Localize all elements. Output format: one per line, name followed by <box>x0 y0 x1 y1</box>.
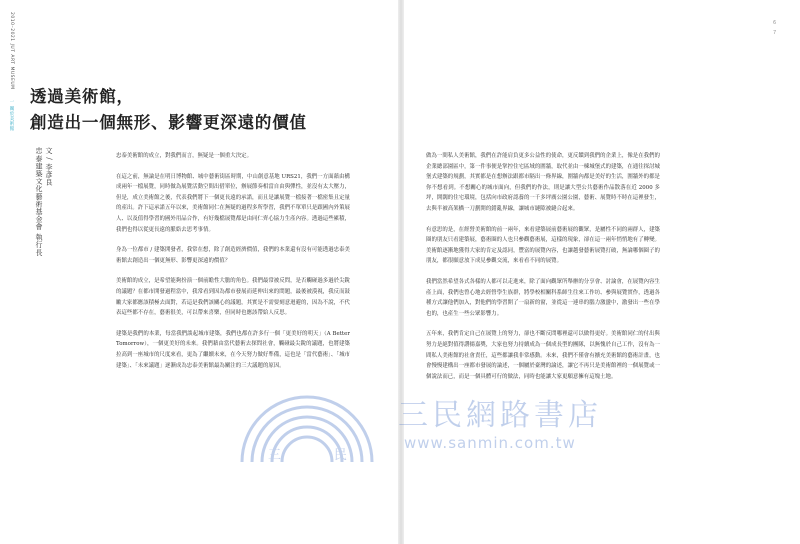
body-paragraph: 忠泰美術館的成立，對我們而言，無疑是一個重大決定。 <box>116 153 253 159</box>
body-paragraph: 身為一位都市 / 建築開發者，我常在想，除了創造經濟價值，我們的本業還有沒有可能透過忠泰美術館去創造出一個更無形、影響更深遠的價值？ <box>116 247 350 264</box>
running-head <box>8 12 14 131</box>
watermark-logo-char-1: 三 <box>268 448 282 463</box>
article-headline <box>30 84 330 136</box>
folio-number-top: 6 <box>773 20 777 26</box>
running-head-title: 2010–2021 JUT ART MUSEUM <box>9 12 14 90</box>
body-paragraph: 建築是我們的本業，每當我們談起城市建築，我們也都在許多行一個「更美好的明天」（A Better Tomorrow），一個更美好的未來。我們藉由當代藝術去探問社會，觸碰最尖銳的議題，也將建築拉高到一座城市的尺度來看，更為了繼續未來，在今天努力做好準備，這也是「當代藝術」、「城市建築」、「未來議題」逐漸成為忠泰美術館最為關注的三大議題的原因。 <box>116 330 350 369</box>
folio-number-bottom: 7 <box>773 30 777 36</box>
byline-author: 文 / 李彥良 <box>45 147 53 187</box>
headline-line-2: 創造出一個無形、影響更深遠的價值 <box>30 113 307 132</box>
running-head-section: 一 關於美術館 <box>9 99 14 132</box>
body-paragraph: 有意思的是，在經營美術館的前一兩年，來看建築展前藝術展的觀眾，是屬性不同的兩群人，建築圈的朋友只看建築展，藝術圈的人也只參觀藝術展，這樣的現象，卻在這一兩年悄悄地有了轉變。美術館逐漸地獲得大家的肯定及認同，豐富的展覽內容，也讓越發藝術展覽打破，無論哪個圈子的朋友，都很願意放下成見參觀交流，來看看不同的展覽。 <box>426 226 660 265</box>
left-text-column <box>116 151 350 381</box>
watermark-logo-char-2: 民 <box>334 448 348 463</box>
sanmin-watermark <box>232 384 602 464</box>
watermark-chinese-name: 三民網路書店 <box>398 398 602 433</box>
page-gutter <box>398 0 404 544</box>
byline-role: 忠泰建築文化藝術基金會 執行長 <box>35 147 43 257</box>
right-text-column <box>426 151 660 392</box>
body-paragraph: 在這之前，無論是在明日博物館、城中藝術街區時期，中山創意基地 URS21，我們一方面藉由構成兩年一檔展覽，同時做為展覽活動空間出借單位，辦展節奏相當自由與彈性，並沒有太大壓力，但是，成立美術館之後，代表我們將下一個更長遠的承諾，而且是讓展覽一檔接著一檔密集且定量的產出。許下這承諾五年以來，美術館同仁在無疑的過程多所學習，我們不單單只是跟國內外策展人、以及值得學習的國外用品合作，有好幾檔展覽都是由同仁齊心協力生產內容。透過這些累積，我們也得以從更長遠的脈絡去思考事情。 <box>116 173 350 233</box>
sanmin-arc-logo-icon <box>232 384 382 464</box>
page-folio <box>773 18 776 38</box>
body-paragraph: 五年來，我們肯定自己在展覽上的努力，卻也不斷反問哪裡還可以做得更好。美術館同仁的付出與努力是絕對值得讚揚嘉獎，大家也努力持續成為一個成長型的團隊，以無愧於自己工作，沒有為一間私人美術館的社會責任，這些都讓我非常感動。未來，我們不僅會有擴充美術館的藝術計畫，也會慢慢建構出一座都市發展的論述，一個屬於臺灣的論述，讓它不再只是美術館裡的一個展覽或一個說法而已，而是一個具體可行的做法，同時也能讓大家更願意擁有這塊土地。 <box>426 331 660 380</box>
body-paragraph: 我們當然希望各式各樣的人都可以走進來，除了面向觀眾所舉辦的分享會、討論會，在展覽內容生產上面，我們也曾心地去經營學生族群，將學校相關科系師生往來工作坊、參與展覽實作，透過各種方式讓他們加入，對他們的學習開了一扇新的窗，並從這一連串的腦力激盪中，激發出一些在學也的，也產生一些公眾影響力。 <box>426 278 660 317</box>
article-byline <box>34 147 54 277</box>
watermark-url: www.sanmin.com.tw <box>404 434 576 452</box>
headline-line-1: 透過美術館， <box>30 87 134 106</box>
body-paragraph: 美術館的成立，是希望能夠扮演一個前瞻性大膽的角色。我們最常被反問，是否觸碰過多過於尖銳的議題？在都市開發過程當中，我常看到因為都市發展而延伸出來的問題，最後被漠視，我反而鼓勵大家都應該積極去面對，若這是我們該關心的議題，其實是不需要刻意迴避的，因為不說，不代表這些都不存在，藝術很美，可以帶來喜樂，但同時也應該帶給人反思。 <box>116 278 350 317</box>
body-paragraph: 做為一間私人美術館，我們在許能肩負更多公益性的使命，更反饋到我們的企業上，像是在我們的企業總部園區中，第一件事便是掌控住宅區域的圍牆，取代並由一棟城堡式的建築，在通往探討城堡式建築的規劃，其實都是在想辦法跟都市隔出一條界線，圍牆內都是美好的生活，圍牆外的都是你不想看到。不想關心的城市面向，但我們的作法，則是讓大型公共藝術作品散落在近 2000 多坪，開闊的住宅環境，包括向市政府認養的一千多坪廣公園公園，藝術、展覽時不時在這裡發生，去與半被高架橋一刀劃開的錯亂界線，讓城市縫隙被縫合起來。 <box>426 153 660 212</box>
